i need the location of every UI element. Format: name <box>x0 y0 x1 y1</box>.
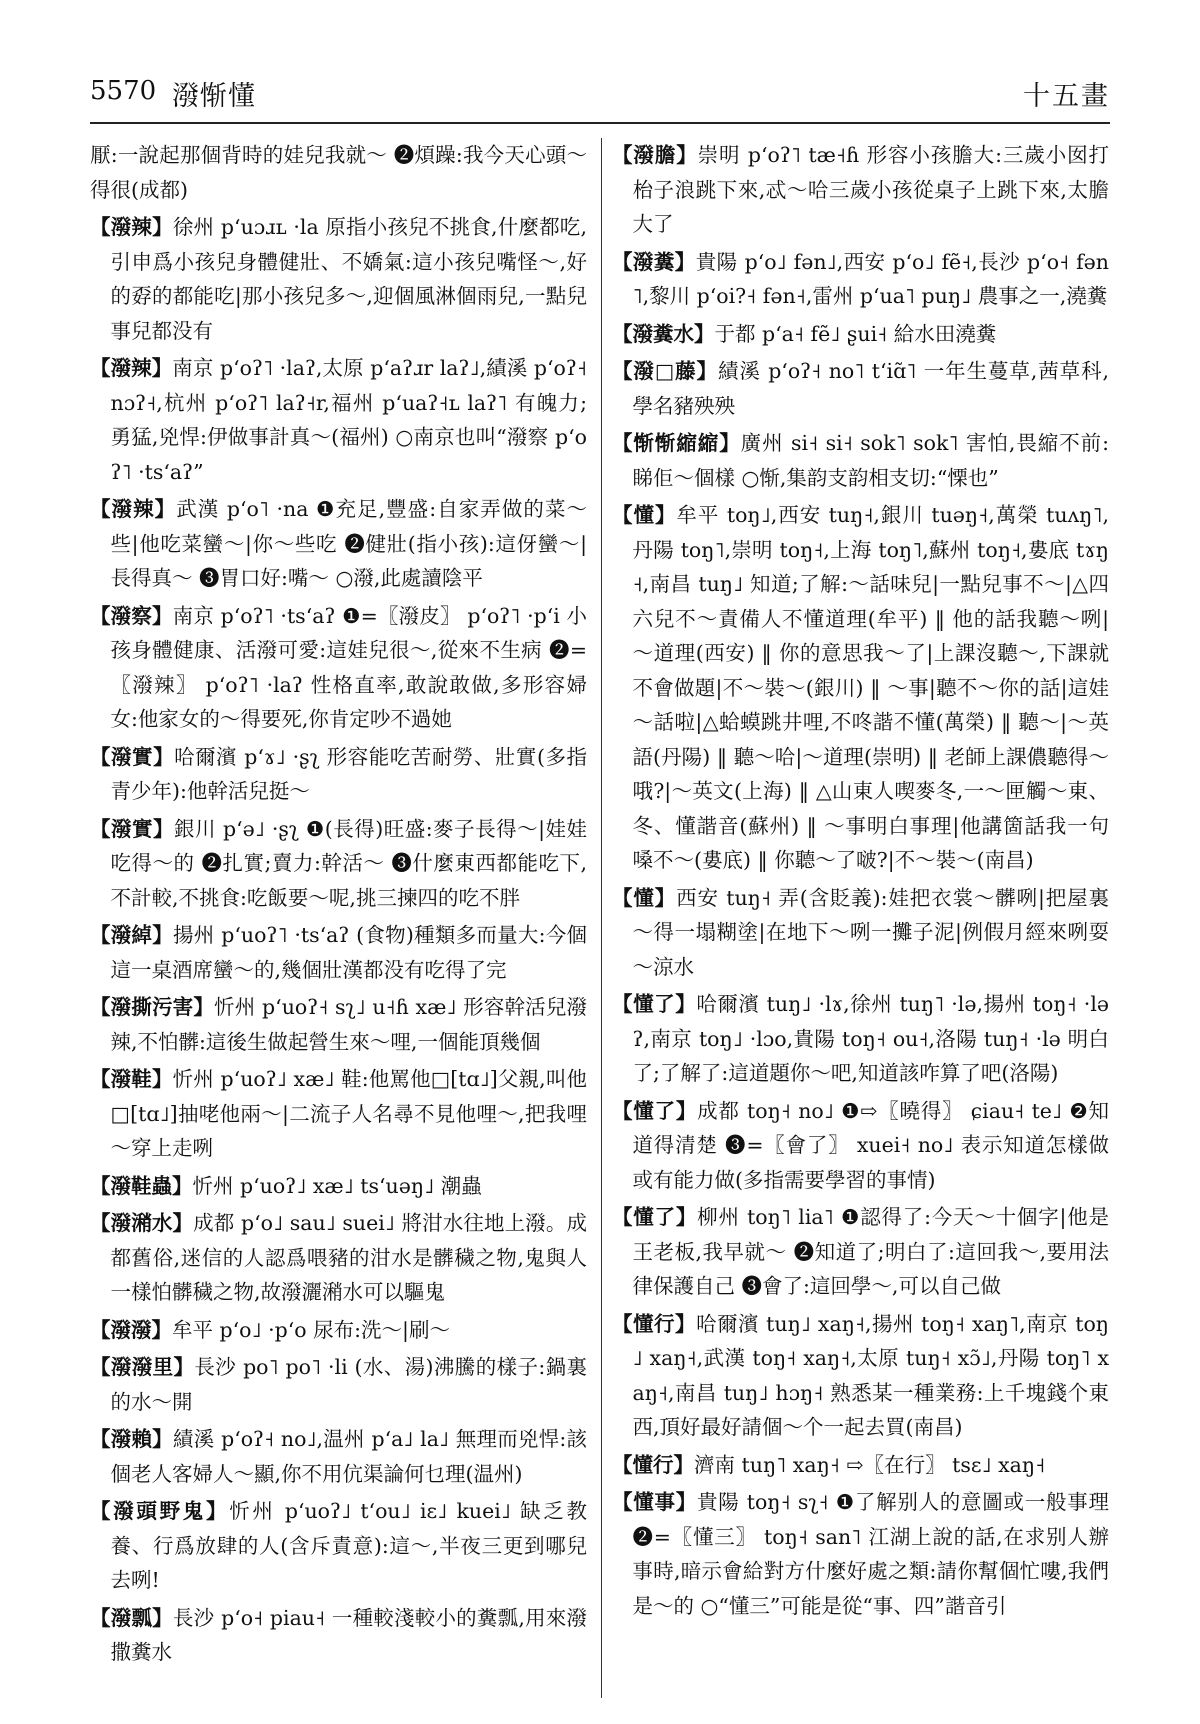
entry-text: 績溪 pʻoʔ˧ no˩,温州 pʻa˩ la˩ 無理而兇悍:該個老人客婦人～顯,你不用伉渠論何乜理(温州) <box>110 1427 587 1486</box>
entry-text: 成都 pʻo˩ sau˩ suei˩ 將泔水往地上潑。成都舊俗,迷信的人認爲喂豬的泔水是髒穢之物,鬼與人一樣怕髒穢之物,故潑灑潲水可以驅鬼 <box>110 1211 587 1304</box>
dictionary-entry <box>612 354 1109 423</box>
dictionary-entry <box>90 1422 587 1491</box>
entry-headword: 【潑賴】 <box>90 1427 173 1451</box>
entry-headword: 【潑實】 <box>90 816 174 841</box>
entry-text: 績溪 pʻoʔ˧ no˥ tʻiɑ̃˥ 一年生蔓草,茜草科,學名豬殃殃 <box>632 359 1109 418</box>
entry-text: 徐州 pʻuɔɹʟ ·la 原指小孩兒不挑食,什麼都吃,引申爲小孩兒身體健壯、不嬌氣:這小孩兒嘴怪～,好的孬的都能吃|那小孩兒多～,迎個風淋個雨兒,一點兒事兒都没有 <box>110 215 587 343</box>
entry-headword: 【懂行】 <box>612 1452 694 1477</box>
entry-text: 厭:一說起那個背時的娃兒我就～ ❷煩躁:我今天心頭～得很(成都) <box>90 143 587 202</box>
dictionary-entry <box>612 1307 1109 1445</box>
entry-text: 于都 pʻa˧ fẽ˩ ʂui˧ 給水田澆糞 <box>714 321 997 346</box>
entry-text: 南京 pʻoʔ˥ ·laʔ,太原 pʻaʔɹr laʔ˩,績溪 pʻoʔ˧ nɔʔ˧,杭州 pʻoʔ˥ laʔ˧r,福州 pʻuaʔ˧ʟ laʔ˥ 有魄力;勇猛,兇悍:伊做事計真～(福州) ○南京也叫“潑察 pʻoʔ˥ ·tsʻaʔ” <box>110 356 587 484</box>
dictionary-entry <box>90 1494 587 1598</box>
entry-headword: 【潑瓢】 <box>90 1605 173 1630</box>
entry-text: 揚州 pʻuoʔ˥ ·tsʻaʔ (食物)種類多而量大:今個這一桌酒席蠻～的,幾個壯漢都没有吃得了完 <box>110 923 587 982</box>
entry-headword: 【潑辣】 <box>90 497 177 521</box>
entry-headword: 【潑察】 <box>90 603 173 628</box>
entry-text: 忻州 pʻuoʔ˩ xæ˩ 鞋:他罵他□[tɑ˩]父親,叫他□[tɑ˩]抽咾他兩～|二流子人名尋不見他哩～,把我哩～穿上走咧 <box>110 1067 587 1160</box>
page-number: 5570 <box>90 76 157 106</box>
entry-headword: 【潑辣】 <box>90 356 173 380</box>
entry-text: 貴陽 pʻo˩ fən˩,西安 pʻo˩ fẽ˧,長沙 pʻo˧ fən˥,黎川 pʻoi?˧ fən˧,雷州 pʻua˥ puŋ˩ 農事之一,澆糞 <box>632 249 1109 308</box>
entry-text: 貴陽 toŋ˧ sʅ˧ ❶了解别人的意圖或一般事理 ❷=〖懂三〗 toŋ˧ san˥ 江湖上說的話,在求别人辦事時,暗示會給對方什麼好處之類:請你幫個忙嘍,我們是～的 ○“懂三”可能是從“事、四”諧音引 <box>632 1490 1109 1618</box>
dictionary-entry <box>90 1350 587 1419</box>
dictionary-entry <box>90 918 587 987</box>
dictionary-entry <box>612 1200 1109 1304</box>
entry-headword: 【潑潑里】 <box>90 1355 195 1379</box>
entry-headword: 【潑糞】 <box>612 249 696 274</box>
entry-text: 柳州 toŋ˥ lia˥ ❶認得了:今天～十個字|他是王老板,我早就～ ❷知道了;明白了:這回我～,要用法律保護自己 ❸會了:這回學～,可以自己做 <box>632 1205 1109 1298</box>
entry-headword: 【潑綽】 <box>90 923 173 947</box>
dictionary-entry <box>90 138 587 207</box>
entry-headword: 【懂了】 <box>612 1098 698 1123</box>
entry-text: 武漢 pʻo˥ ·na ❶充足,豐盛:自家弄做的菜～些|他吃菜蠻～|你～些吃 ❷健壯(指小孩):這伢蠻～|長得真～ ❸胃口好:嘴～ ○潑,此處讀陰平 <box>110 497 587 590</box>
dictionary-entry <box>90 1206 587 1310</box>
dictionary-entry <box>90 740 587 809</box>
entry-text: 濟南 tuŋ˥ xaŋ˧ ⇨〖在行〗 tsɛ˩ xaŋ˧ <box>694 1452 1046 1477</box>
dictionary-entry <box>612 1094 1109 1198</box>
dictionary-entry <box>90 990 587 1059</box>
entry-headword: 【懂】 <box>612 503 677 527</box>
entry-headword: 【潑撕污害】 <box>90 995 215 1019</box>
entry-text: 銀川 pʻə˩ ·ʂʅ ❶(長得)旺盛:麥子長得～|娃娃吃得～的 ❷扎實;賣力:幹活～ ❸什麼東西都能吃下,不計較,不挑食:吃飯要～呢,挑三揀四的吃不胖 <box>110 816 587 910</box>
dictionary-entry <box>612 498 1109 878</box>
running-head-words: 潑惭懂 <box>172 81 256 112</box>
entry-headword: 【潑□藤】 <box>612 359 718 383</box>
entry-headword: 【懂了】 <box>612 992 697 1016</box>
entry-headword: 【懂了】 <box>612 1205 698 1229</box>
entry-headword: 【惭惭縮縮】 <box>612 431 741 455</box>
entry-text: 忻州 pʻuoʔ˧ sʅ˩ u˧ɦ xæ˩ 形容幹活兒潑辣,不怕髒:這後生做起營生來～哩,一個能頂幾個 <box>110 995 587 1054</box>
dictionary-entry <box>90 1601 587 1670</box>
entry-text: 牟平 toŋ˩,西安 tuŋ˧,銀川 tuəŋ˧,萬榮 tuʌŋ˥,丹陽 toŋ˥,崇明 toŋ˧,上海 toŋ˥,蘇州 toŋ˧,婁底 tɤŋ˧,南昌 tuŋ˩ 知道;了解:～話味兒|一點兒事不～|△四六兒不～責備人不懂道理(牟平) ‖ 他的話我聽～咧|～道理(西安) ‖ 你的意思我～了|上課沒聽～,下課就不會做題|不～裝～(銀川) ‖ ～事|聽不～你的話|這娃～話啦|△蛤蟆跳井哩,不咚諧不懂(萬榮) ‖ 聽～|～英語(丹陽) ‖ 聽～哈|～道理(崇明) ‖ 老師上課儂聽得～哦?|～英文(上海) ‖ △山東人喫麥冬,一～匣觸～東、冬、懂諧音(蘇州) ‖ ～事明白事理|他講箇話我一句嗓不～(婁底) ‖ 你聽～了啵?|不～裝～(南昌) <box>632 503 1109 872</box>
entry-headword: 【懂事】 <box>612 1490 697 1514</box>
right-column <box>612 138 1109 1698</box>
page-header <box>90 62 1110 124</box>
entry-text: 成都 toŋ˧ no˩ ❶⇨〖曉得〗 ɕiau˧ te˩ ❷知道得清楚 ❸=〖會了〗 xuei˧ no˩ 表示知道怎樣做或有能力做(多指需要學習的事情) <box>632 1098 1109 1192</box>
dictionary-entry <box>612 987 1109 1091</box>
dictionary-entry <box>612 317 1109 352</box>
stroke-count-section: 十五畫 <box>1023 81 1110 112</box>
dictionary-entry <box>90 351 587 489</box>
entry-headword: 【潑鞋】 <box>90 1067 173 1091</box>
entry-headword: 【潑辣】 <box>90 215 173 239</box>
entry-text: 忻州 pʻuoʔ˩ xæ˩ tsʻuəŋ˩ 潮蟲 <box>192 1173 482 1198</box>
entry-text: 牟平 pʻo˩ ·pʻo 尿布:洗～|刷～ <box>172 1317 450 1342</box>
dictionary-entry <box>90 1062 587 1166</box>
dictionary-entry <box>612 1448 1109 1483</box>
entry-headword: 【懂】 <box>612 885 677 910</box>
entry-text: 忻州 pʻuoʔ˩ tʻou˩ iɛ˩ kuei˩ 缺乏教養、行爲放肆的人(含斥責意):這～,半夜三更到哪兒去咧! <box>110 1499 587 1592</box>
entry-headword: 【懂行】 <box>612 1311 697 1336</box>
dictionary-entry <box>612 1485 1109 1623</box>
entry-text: 哈爾濱 tuŋ˩ ·lɤ,徐州 tuŋ˥ ·lə,揚州 toŋ˧ ·ləʔ,南京 toŋ˩ ·lɔo,貴陽 toŋ˧ ou˧,洛陽 tuŋ˧ ·lə 明白了;了解了:這道題你～吧,知道該咋算了吧(洛陽) <box>632 992 1109 1085</box>
dictionary-entry <box>612 138 1109 242</box>
entry-text: 南京 pʻoʔ˥ ·tsʻaʔ ❶=〖潑皮〗 pʻoʔ˥ ·pʻi 小孩身體健康、活潑可愛:這娃兒很～,從來不生病 ❷=〖潑辣〗 pʻoʔ˥ ·laʔ 性格直率,敢說敢做,多形容婦女:他家女的～得要死,你肯定吵不過她 <box>110 603 587 731</box>
dictionary-entry <box>90 812 587 916</box>
entry-headword: 【潑膽】 <box>612 143 698 167</box>
dictionary-entry <box>90 210 587 348</box>
dictionary-entry <box>612 881 1109 985</box>
entry-text: 哈爾濱 tuŋ˩ xaŋ˧,揚州 toŋ˧ xaŋ˥,南京 toŋ˩ xaŋ˧,武漢 toŋ˧ xaŋ˧,太原 tuŋ˧ xɔ̃˩,丹陽 toŋ˥ xaŋ˧,南昌 tuŋ˩ hɔŋ˧ 熟悉某一種業務:上千塊錢个東西,頂好最好請個～个一起去買(南昌) <box>632 1311 1109 1439</box>
entry-text: 廣州 si˧ si˧ sok˥ sok˥ 害怕,畏縮不前:睇佢～個樣 ○惭,集韵支韵相支切:“慄也” <box>632 431 1109 490</box>
entry-text: 西安 tuŋ˧ 弄(含貶義):娃把衣裳～髒咧|把屋裏～得一塌糊塗|在地下～咧一攤子泥|例假月經來咧耍～涼水 <box>632 885 1109 979</box>
entry-headword: 【潑鞋蟲】 <box>90 1173 193 1198</box>
entry-text: 哈爾濱 pʻɤ˩ ·ʂʅ 形容能吃苦耐勞、壯實(多指青少年):他幹活兒挺～ <box>110 744 587 803</box>
entry-headword: 【潑潑】 <box>90 1317 172 1342</box>
left-column <box>90 138 587 1698</box>
dictionary-entry <box>90 599 587 737</box>
entry-headword: 【潑潲水】 <box>90 1211 194 1235</box>
dictionary-entry <box>90 492 587 596</box>
entry-headword: 【潑實】 <box>90 744 175 769</box>
entry-text: 長沙 po˥ po˥ ·li (水、湯)沸騰的樣子:鍋裏的水～開 <box>110 1355 587 1414</box>
entry-text: 長沙 pʻo˧ piau˧ 一種較淺較小的糞瓢,用來潑撒糞水 <box>110 1605 587 1664</box>
dictionary-entry <box>90 1313 587 1348</box>
dictionary-entry <box>90 1169 587 1204</box>
dictionary-entry <box>612 426 1109 495</box>
entry-headword: 【潑頭野鬼】 <box>90 1499 230 1523</box>
dictionary-entry <box>612 245 1109 314</box>
entry-text: 崇明 pʻoʔ˥ tæ˧ɦ 形容小孩膽大:三歲小囡打枱子浪跳下來,忒～哈三歲小孩從桌子上跳下來,太膽大了 <box>632 143 1109 236</box>
column-divider <box>601 138 602 1698</box>
entry-headword: 【潑糞水】 <box>612 321 715 346</box>
